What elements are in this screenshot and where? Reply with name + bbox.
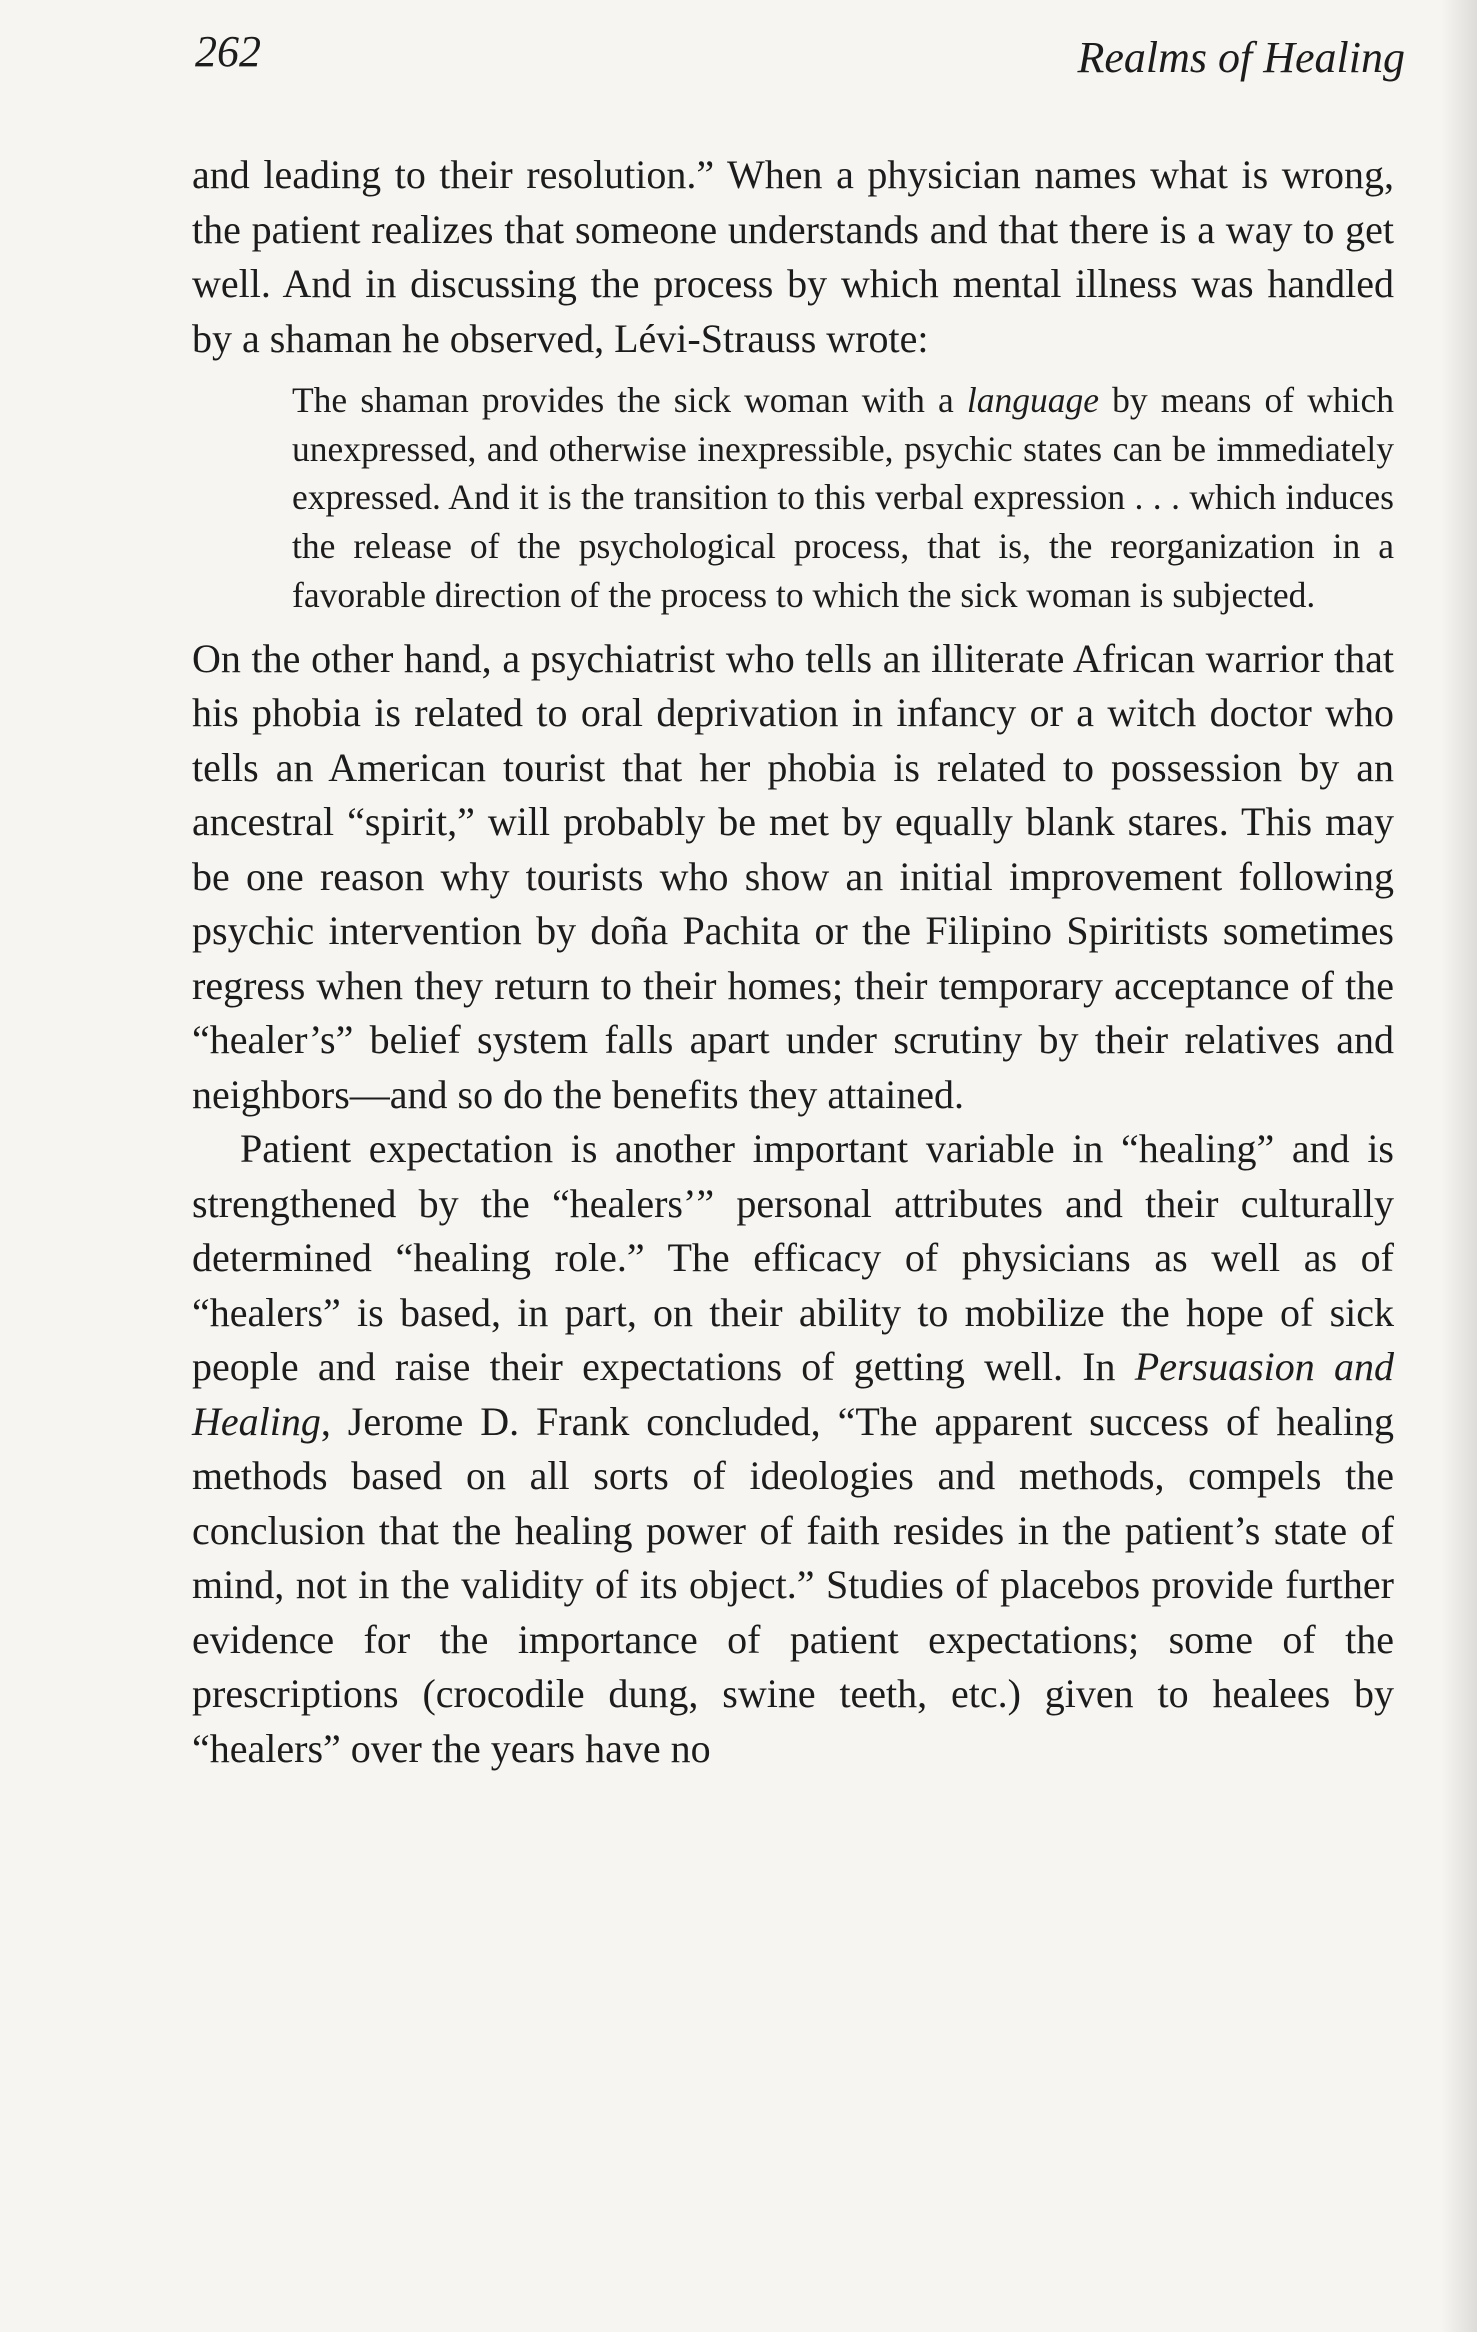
page-edge-shadow [1441, 0, 1477, 2332]
paragraph-3-text-1: Patient expectation is another important variable in “healing” and is strengthened by the “healers’” personal attributes and their culturally determined “healing role.” The efficacy of physicians as well as of “healers” is based, in part, on their ability to mobilize the hope of sick people and raise their expectations of getting well. In [192, 1126, 1394, 1390]
quote-italic-term: language [966, 380, 1099, 420]
block-quote [292, 376, 1394, 620]
running-head: Realms of Healing [1077, 33, 1405, 82]
paragraph-3 [192, 1122, 1394, 1776]
paragraph-1: and leading to their resolution.” When a physician names what is wrong, the patient realizes that someone understands and that there is a way to get well. And in discussing the process by which mental illness was handled by a shaman he observed, Lévi-Strauss wrote: [192, 152, 1394, 361]
book-title: Persuasion and Healing [192, 1344, 1394, 1444]
quote-text-2: by means of which unexpressed, and otherwise inexpressible, psychic states can be immediately expressed. And it is the transition to this verbal expression . . . which induces the release of the psychological process, that is, the reorganization in a favorable direction of the process to which the sick woman is subjected. [292, 380, 1394, 615]
page-number: 262 [195, 27, 261, 76]
page-body [192, 148, 1394, 1776]
paragraph-3-text-2: , Jerome D. Frank concluded, “The apparent success of healing methods based on all sorts of ideologies and methods, compels the conclusion that the healing power of faith resides in the patient’s state of mind, not in the validity of its object.” Studies of placebos provide further evidence for the importance of patient expectations; some of the prescriptions (crocodile dung, swine teeth, etc.) given to healees by “healers” over the years have no [192, 1398, 1394, 1771]
page-header [195, 26, 1405, 106]
paragraph-2: On the other hand, a psychiatrist who tells an illiterate African warrior that his phobia is related to oral deprivation in infancy or a witch doctor who tells an American tourist that her phobia is related to possession by an ancestral “spirit,” will probably be met by equally blank stares. This may be one reason why tourists who show an initial improvement following psychic intervention by doña Pachita or the Filipino Spiritists sometimes regress when they return to their homes; their temporary acceptance of the “healer’s” belief system falls apart under scrutiny by their relatives and neighbors—and so do the benefits they attained. [192, 635, 1394, 1117]
quote-text-1: The shaman provides the sick woman with a [292, 380, 967, 420]
